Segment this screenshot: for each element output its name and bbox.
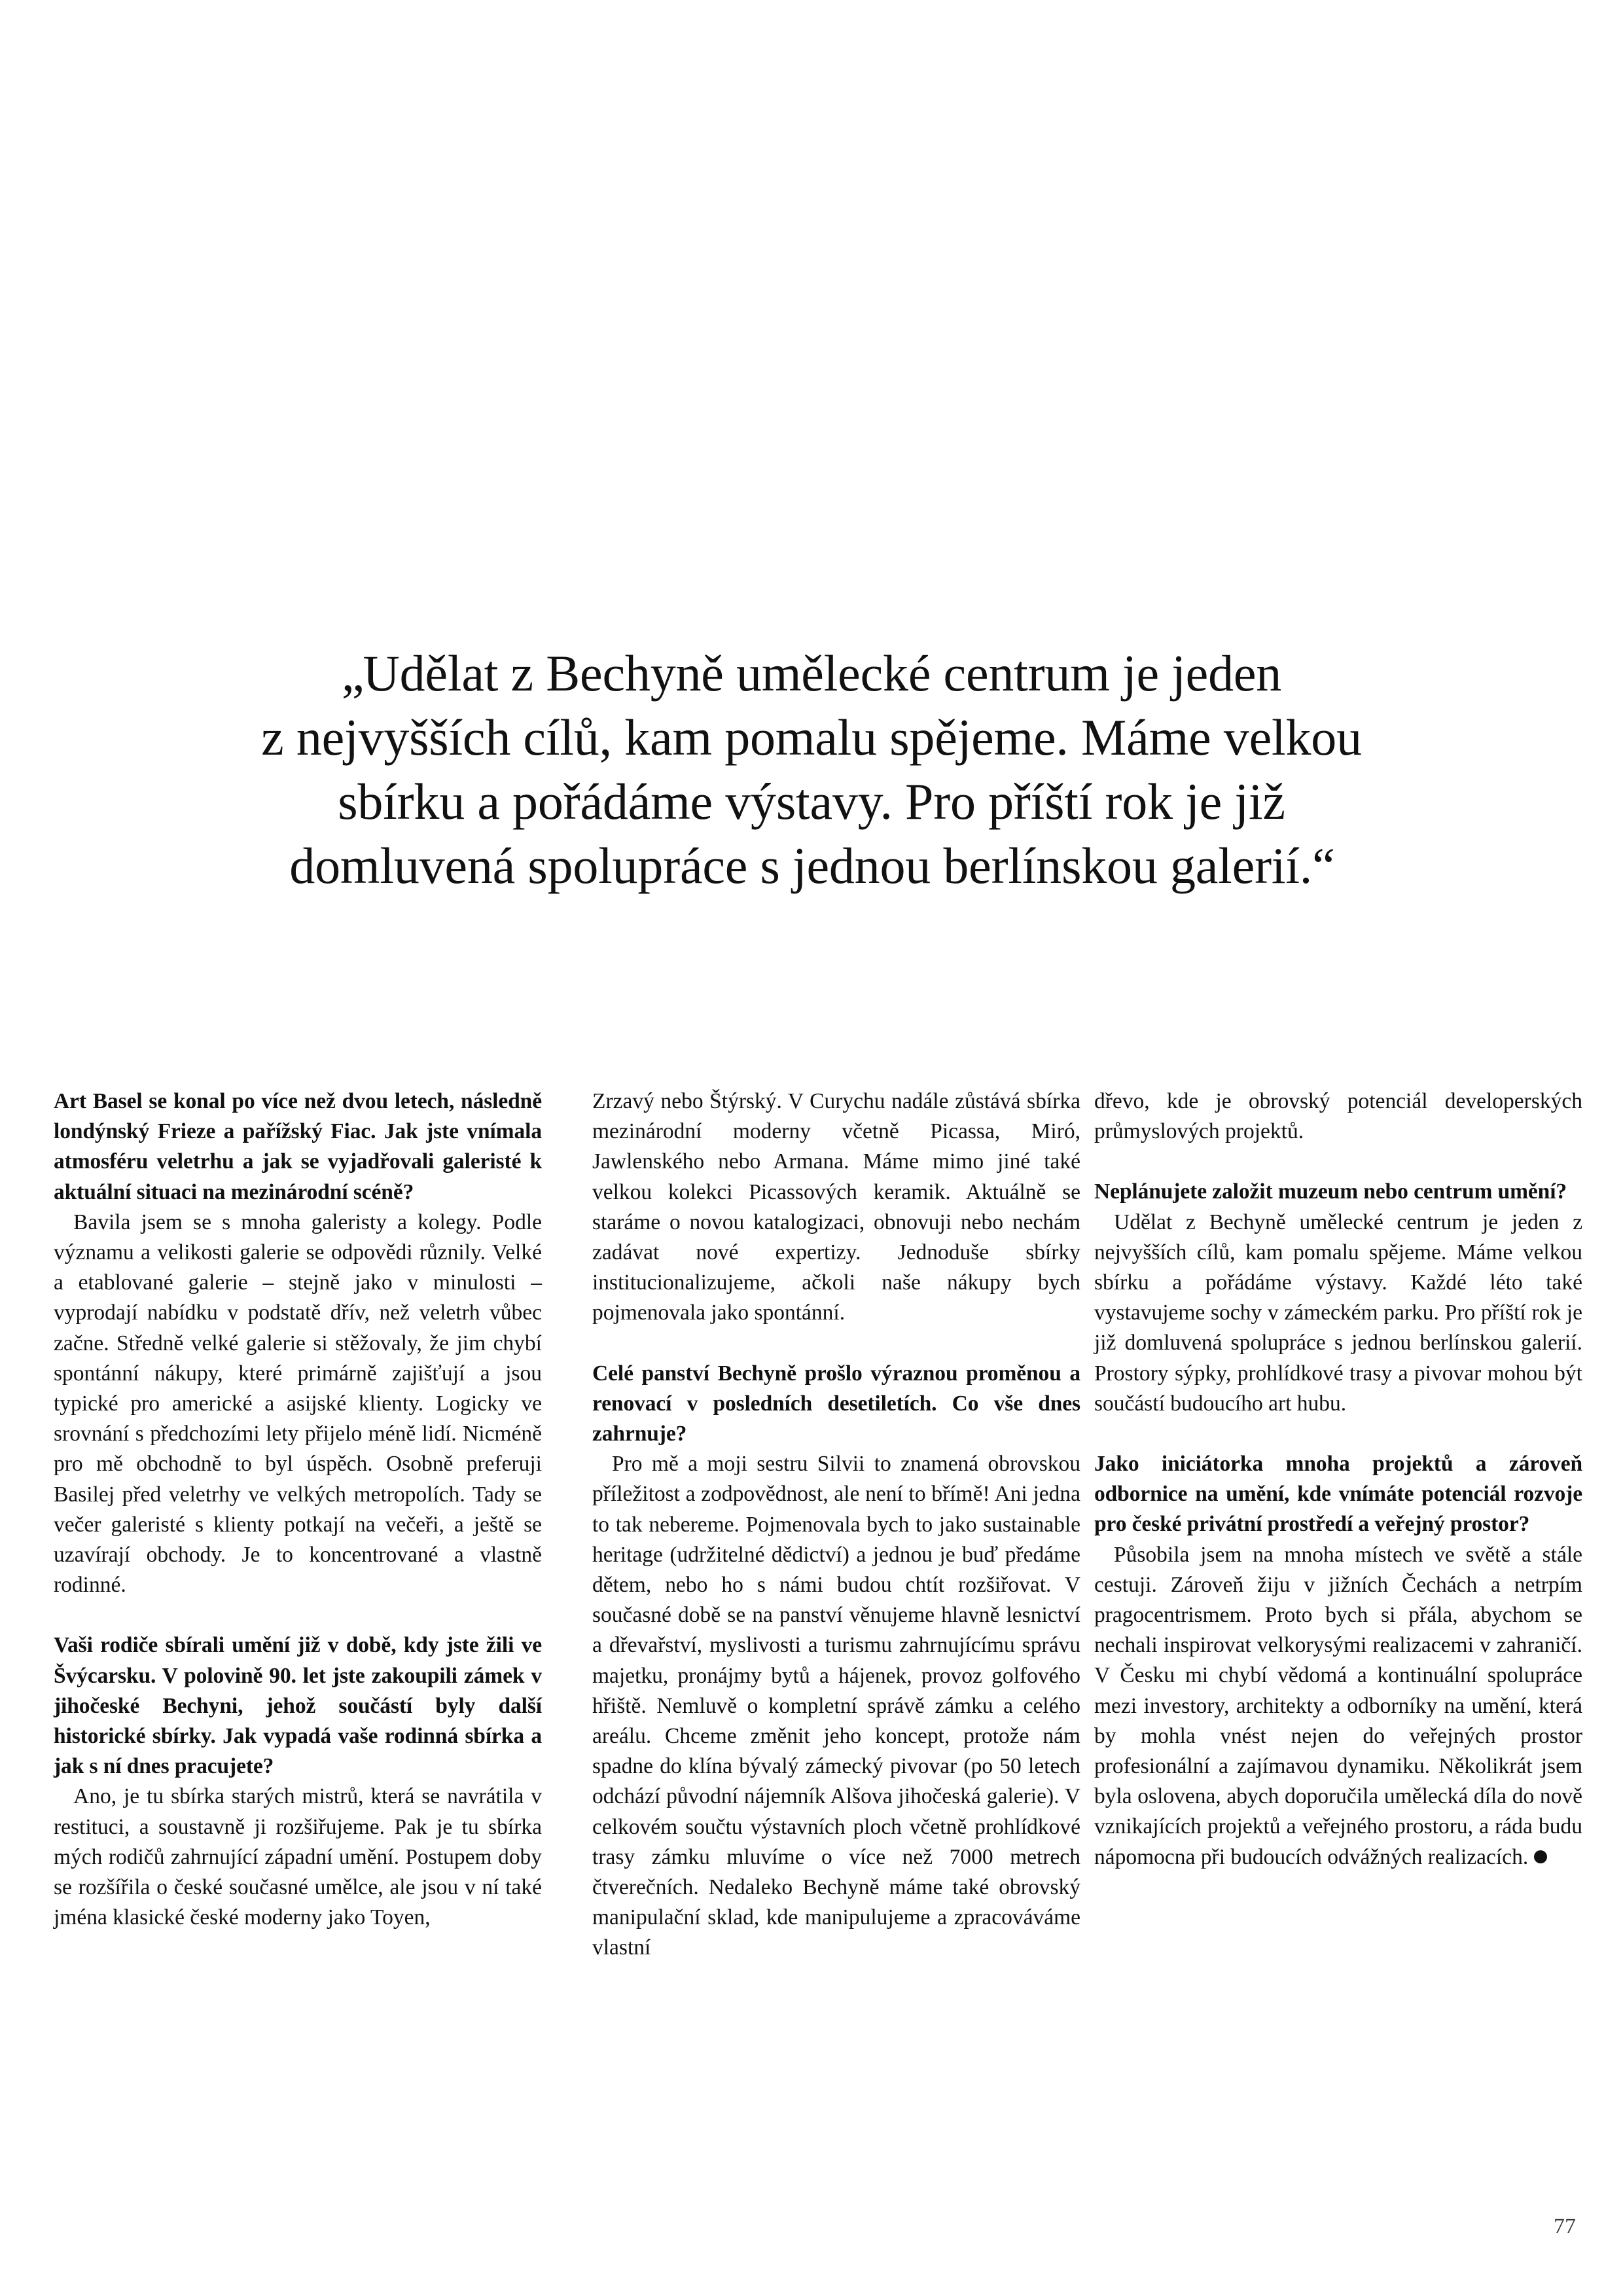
article-column-3 [1094, 1086, 1582, 1873]
pull-quote-text-3: sbírku a pořádáme výstavy. Pro příští rok je již [338, 773, 1285, 830]
quote-open-mark: „ [341, 645, 363, 702]
paragraph-spacer [1094, 1147, 1582, 1177]
interview-answer-final [1094, 1540, 1582, 1873]
end-of-article-bullet-icon [1534, 1850, 1547, 1863]
interview-question: Celé panství Bechyně prošlo výraznou proměnou a renovací v posledních desetiletích. Co vše dnes zahrnuje? [592, 1361, 1080, 1446]
paragraph-spacer [1094, 1419, 1582, 1449]
pull-quote-line-1 [111, 641, 1512, 706]
interview-answer: Ano, je tu sbírka starých mistrů, která se navrátila v restituci, a soustavně ji rozšiřujeme. Pak je tu sbírka mých rodičů zahrnující západní umění. Postupem doby se rozšířila o české současné umělce, ale jsou v ní také jména klasické české moderny jako Toyen, [54, 1784, 542, 1930]
pull-quote-text-2: z nejvyšších cílů, kam pomalu spějeme. Máme velkou [261, 709, 1362, 766]
paragraph-spacer [54, 1600, 542, 1630]
interview-question: Neplánujete založit muzeum nebo centrum umění? [1094, 1179, 1567, 1204]
paragraph-spacer [592, 1329, 1080, 1359]
interview-question: Jako iniciátorka mnoha projektů a zároveň odbornice na umění, kde vnímáte potenciál rozvoje pro české privátní prostředí a veřejný prostor? [1094, 1452, 1582, 1537]
pull-quote-text-4: domluvená spolupráce s jednou berlínskou galerií. [289, 837, 1313, 894]
pull-quote [111, 641, 1512, 898]
interview-question: Art Basel se konal po více než dvou letech, následně londýnský Frieze a pařížský Fiac. Jak jste vnímala atmosféru veletrhu a jak se vyjadřovali galeristé k aktuální situaci na mezinárodní scéně? [54, 1089, 542, 1204]
interview-answer: Bavila jsem se s mnoha galeristy a kolegy. Podle významu a velikosti galerie se odpovědi různily. Velké a etablované galerie – stejně jako v minulosti – vyprodají nabídku v podstatě dřív, než veletrh vůbec začne. Středně velké galerie si stěžovaly, že jim chybí spontánní nákupy, které primárně zajišťují a jsou typické pro americké a asijské klienty. Logicky ve srovnání s předchozími lety přijelo méně lidí. Nicméně pro mě obchodně to byl úspěch. Osobně preferuji Basilej před veletrhy ve velkých metropolích. Tady se večer galeristé s klienty potkají na večeři, a ještě se uzavírají obchody. Je to koncentrované a vlastně rodinné. [54, 1210, 542, 1598]
article-column-1 [54, 1086, 542, 1933]
page-number: 77 [1554, 2214, 1576, 2238]
interview-answer-final-text: Působila jsem na mnoha místech ve světě a stále cestuji. Zároveň žiju v jižních Čechách a netrpím pragocentrismem. Proto bych si přála, abychom se nechali inspirovat velkorysými realizacemi v zahraničí. V Česku mi chybí vědomá a kontinuální spolupráce mezi investory, architekty a odborníky na umění, která by mohla vnést nejen do veřejných prostor profesionální a zajímavou dynamiku. Několikrát jsem byla oslovena, abych doporučila umělecká díla do nově vznikajících projektů a veřejného prostoru, a ráda budu nápomocna při budoucích odvážných realizacích. [1094, 1542, 1582, 1869]
interview-answer: Pro mě a moji sestru Silvii to znamená obrovskou příležitost a zodpovědnost, ale není to břímě! Ani jedna to tak nebereme. Pojmenovala bych to jako sustainable heritage (udržitelné dědictví) a jednou je buď předáme dětem, nebo ho s námi budou chtít rozšiřovat. V současné době se na panství věnujeme hlavně lesnictví a dřevařství, myslivosti a turismu zahrnujícímu správu majetku, pronájmy bytů a hájenek, provoz golfového hřiště. Nemluvě o kompletní správě zámku a celého areálu. Chceme změnit jeho koncept, protože nám spadne do klína bývalý zámecký pivovar (po 50 letech odchází původní nájemník Alšova jihočeská galerie). V celkovém součtu výstavních ploch včetně prohlídkové trasy zámku mluvíme o více než 7000 metrech čtverečních. Nedaleko Bechyně máme také obrovský manipulační sklad, kde manipulujeme a zpracováváme vlastní [592, 1452, 1080, 1960]
pull-quote-line-3 [111, 770, 1512, 834]
pull-quote-text-1: Udělat z Bechyně umělecké centrum je jeden [363, 645, 1282, 702]
interview-question: Vaši rodiče sbírali umění již v době, kdy jste žili ve Švýcarsku. V polovině 90. let jste zakoupili zámek v jihočeské Bechyni, jehož součástí byly další historické sbírky. Jak vypadá vaše rodinná sbírka a jak s ní dnes pracujete? [54, 1633, 542, 1779]
article-column-2 [592, 1086, 1080, 1964]
pull-quote-line-2 [111, 706, 1512, 770]
pull-quote-line-4 [111, 834, 1512, 898]
interview-answer: Udělat z Bechyně umělecké centrum je jeden z nejvyšších cílů, kam pomalu spějeme. Máme velkou sbírku a pořádáme výstavy. Každé léto také vystavujeme sochy v zámeckém parku. Pro příští rok je již domluvená spolupráce s jednou berlínskou galerií. Prostory sýpky, prohlídkové trasy a pivovar mohou být součástí budoucího art hubu. [1094, 1210, 1582, 1416]
interview-answer-continued: Zrzavý nebo Štýrský. V Curychu nadále zůstává sbírka mezinárodní moderny včetně Picassa, Miró, Jawlenského nebo Armana. Máme mimo jiné také velkou kolekci Picassových keramik. Aktuálně se staráme o novou katalogizaci, obnovuji nebo nechám zadávat nové expertizy. Jednoduše sbírky institucionalizujeme, ačkoli naše nákupy bych pojmenovala jako spontánní. [592, 1089, 1080, 1325]
interview-answer-continued: dřevo, kde je obrovský potenciál developerských průmyslových projektů. [1094, 1089, 1582, 1144]
quote-close-mark: “ [1312, 837, 1334, 894]
